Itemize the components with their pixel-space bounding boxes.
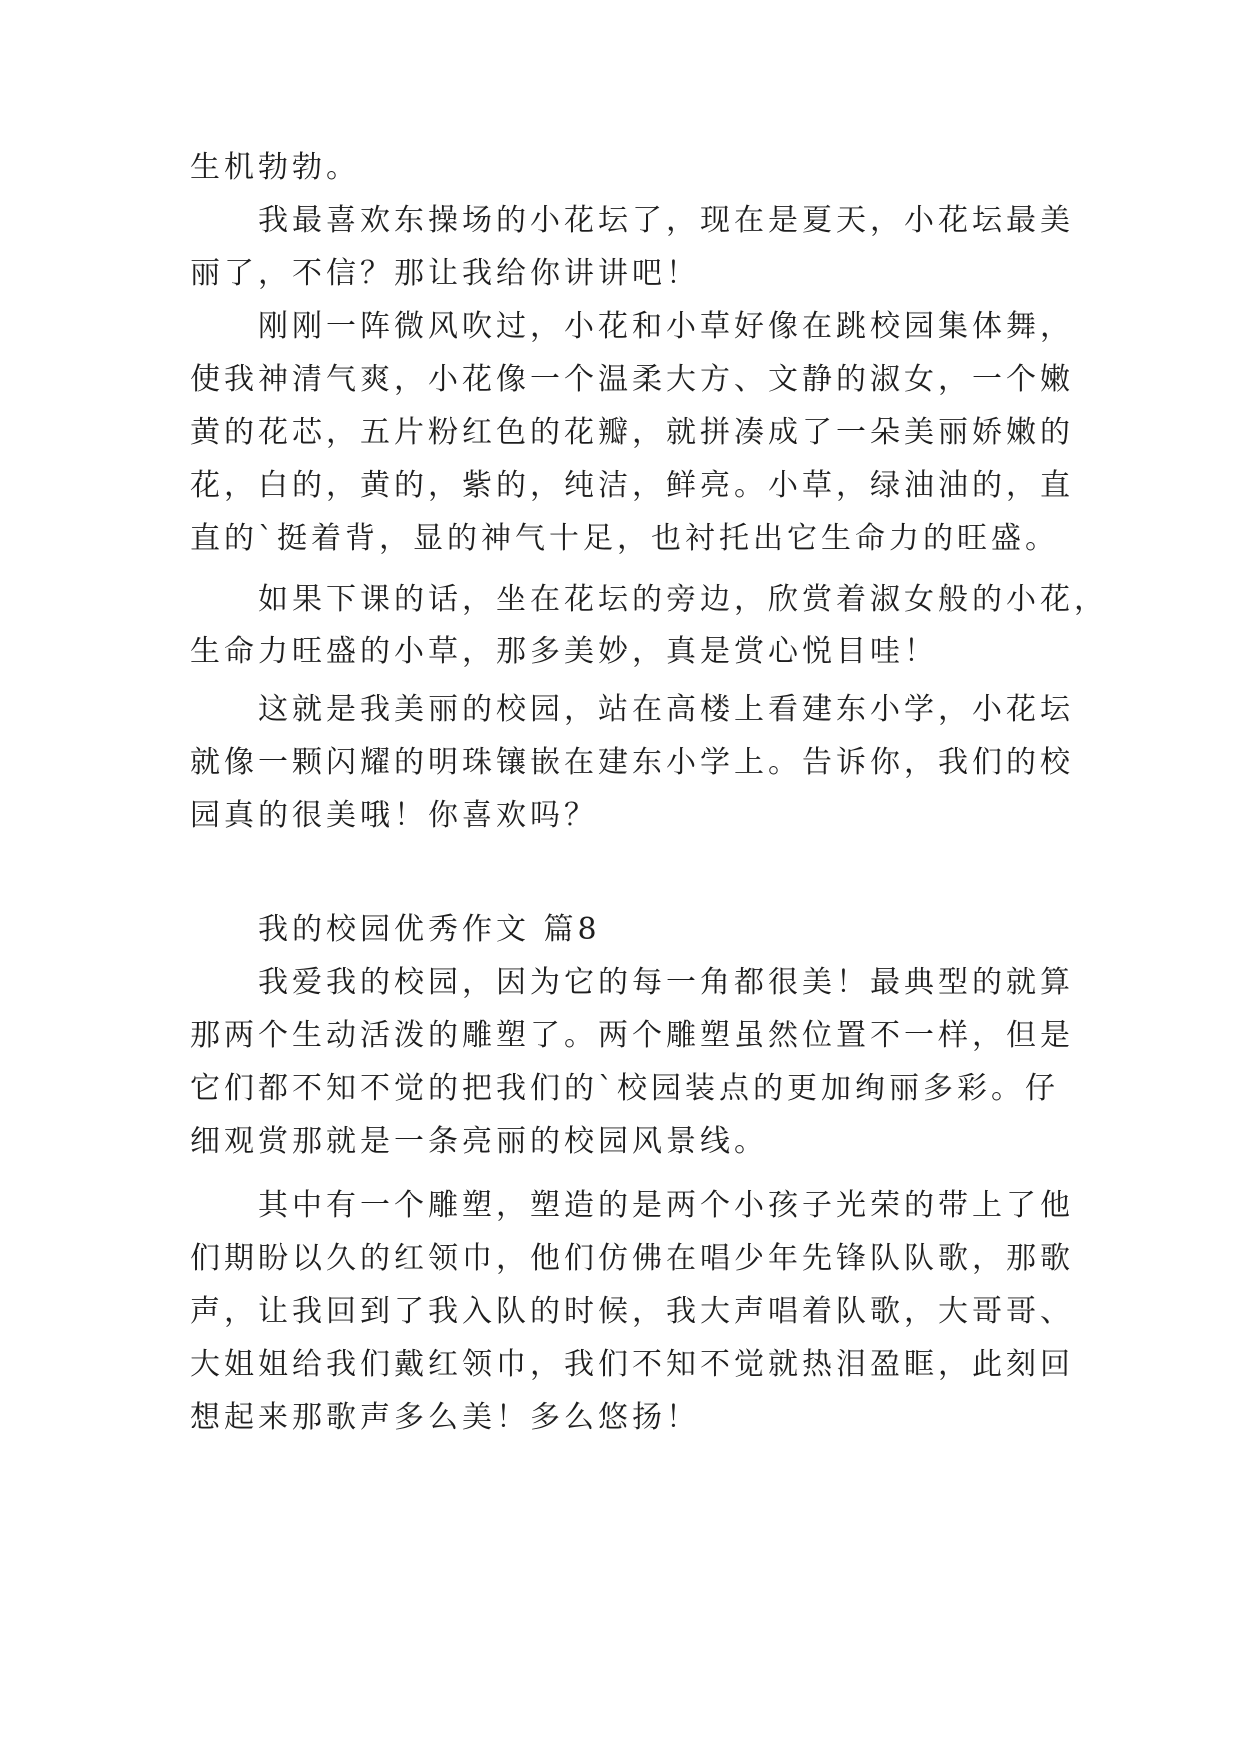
text-line: 想起来那歌声多么美！多么悠扬！ bbox=[190, 1400, 700, 1435]
text-line: 生命力旺盛的小草，那多美妙，真是赏心悦目哇！ bbox=[190, 634, 938, 669]
text-line: 花，白的，黄的，紫的，纯洁，鲜亮。小草，绿油油的，直 bbox=[190, 468, 1074, 503]
text-line: 声，让我回到了我入队的时候，我大声唱着队歌，大哥哥、 bbox=[190, 1294, 1074, 1329]
text-line: 直的`挺着背，显的神气十足，也衬托出它生命力的旺盛。 bbox=[190, 521, 1059, 556]
text-line: 它们都不知不觉的把我们的`校园装点的更加绚丽多彩。仔 bbox=[190, 1071, 1059, 1106]
paragraph-start-line: 刚刚一阵微风吹过，小花和小草好像在跳校园集体舞， bbox=[258, 309, 1074, 344]
text-line: 使我神清气爽，小花像一个温柔大方、文静的淑女，一个嫩 bbox=[190, 362, 1074, 397]
text-line: 就像一颗闪耀的明珠镶嵌在建东小学上。告诉你，我们的校 bbox=[190, 745, 1074, 780]
text-line: 黄的花芯，五片粉红色的花瓣，就拼凑成了一朵美丽娇嫩的 bbox=[190, 415, 1074, 450]
text-line: 生机勃勃。 bbox=[190, 150, 360, 185]
paragraph-start-line: 如果下课的话，坐在花坛的旁边，欣赏着淑女般的小花， bbox=[258, 582, 1108, 617]
section-heading: 我的校园优秀作文 篇8 bbox=[258, 912, 601, 947]
paragraph-start-line: 我最喜欢东操场的小花坛了，现在是夏天，小花坛最美 bbox=[258, 203, 1074, 238]
text-line: 园真的很美哦！你喜欢吗？ bbox=[190, 798, 598, 833]
paragraph-start-line: 我爱我的校园，因为它的每一角都很美！最典型的就算 bbox=[258, 965, 1074, 1000]
text-line: 那两个生动活泼的雕塑了。两个雕塑虽然位置不一样，但是 bbox=[190, 1018, 1074, 1053]
paragraph-start-line: 其中有一个雕塑，塑造的是两个小孩子光荣的带上了他 bbox=[258, 1188, 1074, 1223]
text-line: 丽了，不信？那让我给你讲讲吧！ bbox=[190, 256, 700, 291]
text-line: 大姐姐给我们戴红领巾，我们不知不觉就热泪盈眶，此刻回 bbox=[190, 1347, 1074, 1382]
text-line: 们期盼以久的红领巾，他们仿佛在唱少年先锋队队歌，那歌 bbox=[190, 1241, 1074, 1276]
text-line: 细观赏那就是一条亮丽的校园风景线。 bbox=[190, 1124, 768, 1159]
paragraph-start-line: 这就是我美丽的校园，站在高楼上看建东小学，小花坛 bbox=[258, 692, 1074, 727]
